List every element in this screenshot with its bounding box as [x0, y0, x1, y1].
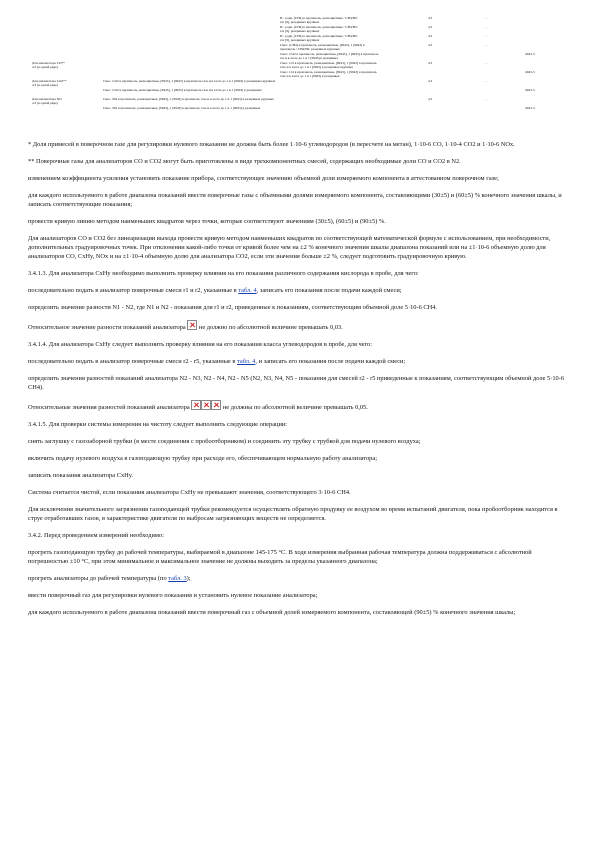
- paragraph: изменением коэффициента усиления установить показание прибора, соответствующее значению объемной доли измеряемого компонента в аттестованном поверочном газе;: [28, 175, 499, 182]
- paragraph: Для анализаторов СО и СО2 без линеаризации выхода провести кривую методом наименьших квадратов по соответствующей математической формуле с использованием, при необходимости, дополнительных градуировочных точек. При отклонении какой-либо точки от кривой более чем на ±2 % конечного значения шкалы диапазона показаний или на ±1·10-6 объемную долю для анализаторов СО, СхНу, NOх и на ±1·10-4 объемную долю для анализатора СО2, если эти значения больше ±2 %, следует подготовить градуировочную кривую.: [28, 235, 551, 260]
- paragraph-text: Относительное значение разности показаний анализатора: [28, 324, 188, 331]
- table-cell: Смес. СО в пропаноль, разноцветные, [9943], 1 [9943] в пропаноль газе и в азоте до 1 и 1 [9943] в резервных: [280, 70, 377, 78]
- section-3-4-2: 3.4.2. Перед проведением измерений необходимо:: [28, 532, 164, 539]
- broken-image-icon: [201, 400, 211, 410]
- table-cell: -: [486, 34, 488, 38]
- paragraph: определить значение разности N1 - N2, где N1 и N2 - показания для r1 и r2, приведенные к показаниям, соответствующим объемной доле 5·10-6 СН4.: [28, 304, 438, 311]
- table-cell: Смес. СО в пропаноль, разноцветные, [9943], 1 [9943] в пропаноль газе и в азоте до 1 и 1 [9943] в резервных крупных: [280, 61, 377, 69]
- table-cell: Для анализатора СО2** 4.3 (в одной ряде): [32, 79, 67, 87]
- broken-image-icon: [191, 400, 201, 410]
- paragraph: для каждого используемого в работе диапазона показаний ввести поверочный газ с объемной долей измеряемого компонента, составляющей (90±5) % конечного значения шкалы;: [28, 609, 516, 616]
- table-cell: Для анализатора СО** 4.3 (в одной ряде): [32, 61, 65, 69]
- paragraph: снять заглушку с газозаборной трубки (в месте соединения с пробоотборником) и соединить эту трубку с трубкой для подачи нулевого воздуха;: [28, 438, 421, 445]
- table-cell: 4043-3: [525, 88, 535, 92]
- gas-table-fragment: [28, 16, 568, 115]
- table-cell: 4043-3: [525, 52, 535, 56]
- table-cell: Смес. (СН4) в пропаноль, разноцветные, [9943], 1 [9943] в пропаноль / СН4/H2, резервных крупных: [280, 43, 365, 51]
- paragraph: [28, 400, 568, 412]
- table-row: [28, 25, 568, 34]
- paragraph: определить значения разностей показаний анализатора N2 - N3, N2 - N4, N2 - N5 (N2, N3, N4, N5 - показания для смесей r2 - r5 приведенные к показаниям, соответствующим объемной доле 5·10-6 СН4).: [28, 375, 565, 391]
- table-cell: 4.3: [428, 79, 433, 83]
- table-row: [28, 106, 568, 115]
- table-row: [28, 70, 568, 79]
- broken-image-icon: [187, 320, 197, 330]
- table-cell: 4043-3: [525, 70, 535, 74]
- document-body: [28, 140, 568, 625]
- table-cell: Смес. NO в пропаноль, разноцветные, [9943], 1 [9943] в пропаноль газе и в азоте до 1 и 1 [9943] в резервных: [103, 106, 261, 110]
- table-row: [28, 61, 568, 70]
- table-cell: -: [486, 79, 488, 83]
- table-cell: 4.3: [428, 16, 433, 20]
- section-3-4-1-3: 3.4.1.3. Для анализатора СхНу необходимо выполнить проверку влияния на его показания различного содержания кислорода в пробе, для чего:: [28, 270, 419, 277]
- table-row: [28, 88, 568, 97]
- table-cell: 4.3: [428, 97, 433, 101]
- table-cell: И - родн. (СН4) в пропаноль, разноцветные / СН4/H2: газ [9], резервных крупных: [280, 34, 358, 42]
- table-cell: Для анализатора NO 4.3 (в одной ряде): [32, 97, 62, 105]
- table-row: [28, 16, 568, 25]
- paragraph-text: не должно по абсолютной величине превышать 0,03.: [197, 324, 343, 331]
- paragraph-text: Относительные значения разностей показаний анализатора: [28, 404, 192, 411]
- paragraph: [28, 286, 568, 295]
- section-3-4-1-5: 3.4.1.5. Для проверки системы измерения на чистоту следует выполнить следующие операции:: [28, 421, 288, 428]
- table-4-link[interactable]: табл. 4: [238, 287, 257, 294]
- table-cell: -: [486, 16, 488, 20]
- paragraph: ввести поверочный газ для регулировки нулевого показания и установить нулевое показание анализатора;: [28, 592, 318, 599]
- paragraph: включить подачу нулевого воздуха в газоподающую трубку при расходе его, обеспечивающем нормальную работу анализатора;: [28, 455, 377, 462]
- table-cell: 4.3: [428, 25, 433, 29]
- paragraph: Система считается чистой, если показания анализатора СхНу не превышают значения, соответствующего 3·10-6 СН4.: [28, 489, 351, 496]
- table-cell: И - родн. (СН4) в пропаноль, разноцветные / СН4/H2: газ [9], резервных крупных: [280, 25, 358, 33]
- table-row: [28, 43, 568, 52]
- paragraph: провести кривую линию методом наименьших квадратов через точки, которые соответствуют значениям (30±5), (60±5) и (90±5) %.: [28, 218, 386, 225]
- table-cell: 4.3: [428, 34, 433, 38]
- section-3-4-1-4: 3.4.1.4. Для анализатора СхНу следует выполнить проверку влияния на его показания класса углеводородов в пробе, для чего:: [28, 341, 372, 348]
- table-cell: Смес. СО2 в пропаноль, разноцветные, [9943], 1 [9943] в пропаноль газе и в азоте до 1 и 1 [9943] в резервных крупных: [103, 79, 276, 83]
- table-3-link[interactable]: табл. 3: [168, 575, 187, 582]
- table-cell: -: [486, 97, 488, 101]
- table-cell: Смес. СО2 в пропаноль, разноцветные, [9943], 1 [9943] в пропаноль газ и в азоте до 1 и 1 [9943] в резервных: [280, 52, 379, 60]
- table-cell: Смес. СО2 в пропаноль, разноцветные, [9943], 1 [9943] в пропаноль газе и в азоте до 1 и 1 [9943] в резервных: [103, 88, 262, 92]
- paragraph: [28, 320, 568, 332]
- table-4-link[interactable]: табл. 4: [236, 358, 256, 365]
- paragraph: Для исключения значительного загрязнения газоподающей трубки рекомендуется осуществлять обратную продувку ее воздухом во время испытаний двигателя, пока пробоотборник находится в струе отработавших газов, в характеристике двигателя по выбросам загрязняющих веществ не определяется.: [28, 506, 558, 522]
- paragraph-text: прогреть анализаторы до рабочей температуры (по: [28, 575, 169, 582]
- paragraph-text: не должны по абсолютной величине превышать 0,05.: [221, 404, 368, 411]
- footnote-2: ** Поверочные газы для анализаторов СО и СО2 могут быть приготовлены в виде трехкомпонентных смесей, содержащих необходимые доли СО и СО2 в N2.: [28, 158, 461, 165]
- table-cell: -: [486, 43, 488, 47]
- broken-image-icon: [211, 400, 221, 410]
- paragraph-text: );: [186, 575, 191, 582]
- paragraph-text: последовательно подать в анализатор поверочные смеси r2 - r5, указанные в: [28, 358, 237, 365]
- paragraph: прогреть газоподающую трубку до рабочей температуры, выбираемой в диапазоне 145-175 °С. В ходе измерения выбранная рабочая температура должна поддерживаться с абсолютной погрешностью ±10 °С, при этом минимальное и максимальное значение не должны выходить за пределы указанного диапазона;: [28, 549, 532, 565]
- table-cell: 4.3: [428, 43, 433, 47]
- table-cell: И - родн. (СН4) в пропаноль, разноцветные / СН4/H2: газ [9], резервных крупных: [280, 16, 358, 24]
- paragraph-text: , записать его показания после подачи каждой смеси;: [256, 287, 402, 294]
- paragraph-text: последовательно подать в анализатор поверочные смеси r1 и r2, указанные в: [28, 287, 239, 294]
- table-cell: -: [486, 25, 488, 29]
- table-cell: Смес. NO в пропаноль, разноцветные, [9943], 1 [9943] в пропаноль газе и в азоте до 1 и 1 [9943] в резервных крупных: [103, 97, 274, 101]
- table-cell: -: [486, 61, 488, 65]
- paragraph-text: , и записать его показания после подачи каждой смеси;: [255, 358, 406, 365]
- table-row: [28, 97, 568, 106]
- table-cell: 4043-3: [525, 106, 535, 110]
- table-row: [28, 79, 568, 88]
- footnote-1: * Доля примесей в поверочном газе для регулировки нулевого показания не должна быть более 1·10-6 углеводородов (в пересчете на метан), 1·10-6 СО, 1·10-4 СО2 и 1·10-6 NOx.: [28, 141, 515, 148]
- table-row: [28, 52, 568, 61]
- paragraph: записать показания анализатора СхНу.: [28, 472, 133, 479]
- paragraph: для каждого используемого в работе диапазона показаний ввести поверочные газы с объемными долями измеряемого компонента, составляющими (30±5) и (60±5) % конечного значения шкалы, и записать соответствующие показания;: [28, 192, 562, 208]
- paragraph: [28, 574, 568, 583]
- paragraph: [28, 357, 568, 366]
- table-row: [28, 34, 568, 43]
- table-cell: 4.3: [428, 61, 433, 65]
